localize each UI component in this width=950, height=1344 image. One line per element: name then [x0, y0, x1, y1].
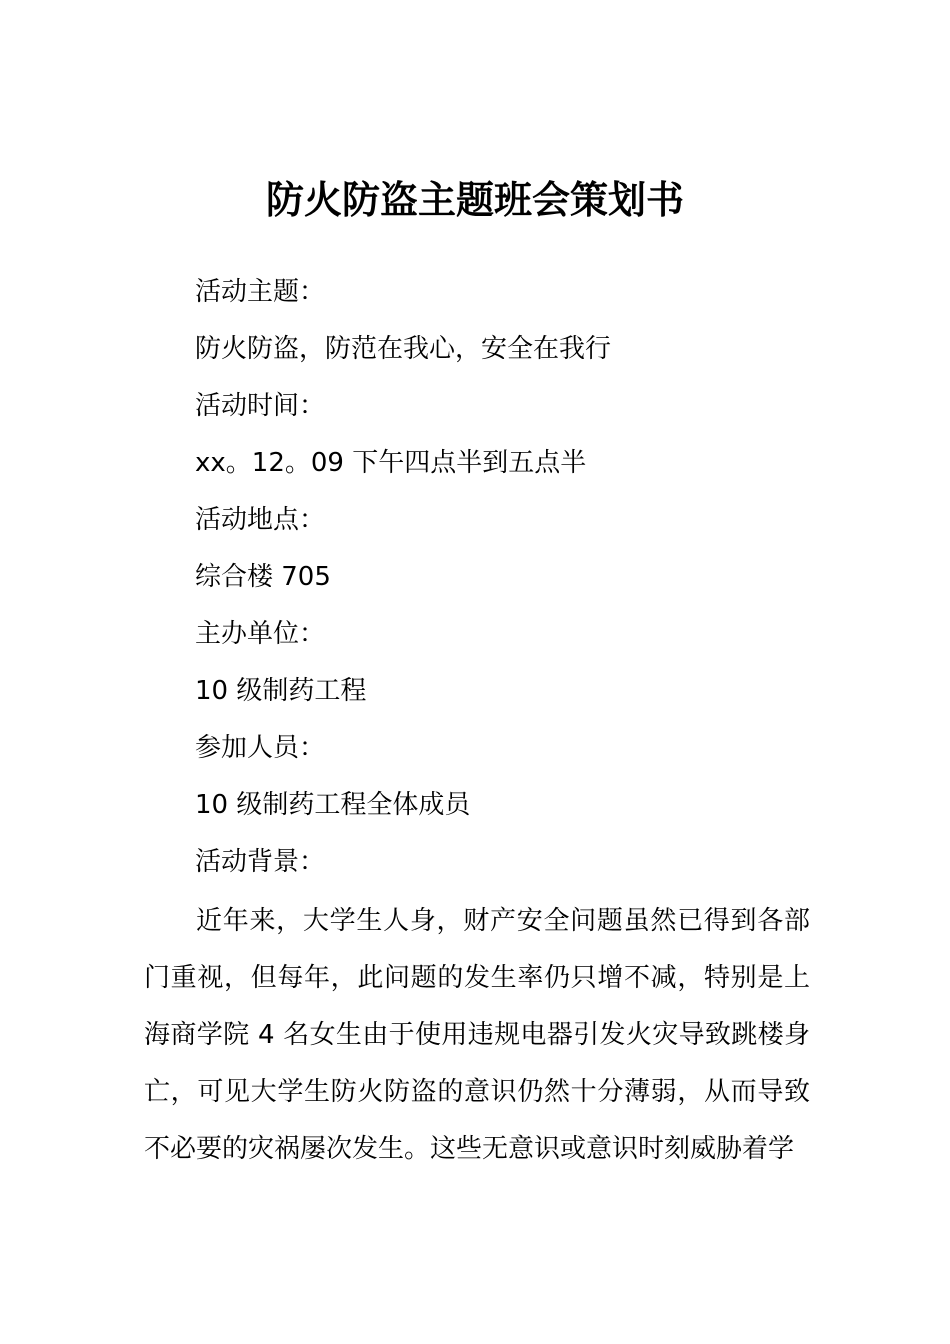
label-participants: 参加人员： — [195, 733, 326, 763]
value-organizer: 10 级制药工程 — [195, 676, 367, 706]
label-activity-theme: 活动主题： — [195, 277, 326, 307]
label-activity-background: 活动背景： — [195, 847, 326, 877]
label-organizer: 主办单位： — [195, 619, 326, 649]
value-activity-time: xx。12。09 下午四点半到五点半 — [195, 448, 587, 478]
label-activity-location: 活动地点： — [195, 505, 326, 535]
label-activity-time: 活动时间： — [195, 391, 326, 421]
value-participants: 10 级制药工程全体成员 — [195, 790, 471, 820]
background-paragraph: 近年来，大学生人身，财产安全问题虽然已得到各部门重视，但每年，此问题的发生率仍只增不减，特别是上海商学院 4 名女生由于使用违规电器引发火灾导致跳楼身亡，可见大学生防火防盗的意识仍然十分薄弱，从而导致不必要的灾祸屡次发生。这些无意识或意识时刻威胁着学 — [144, 906, 810, 1164]
value-activity-location: 综合楼 705 — [195, 562, 331, 592]
document-title: 防火防盗主题班会策划书 — [265, 178, 684, 222]
document-body — [195, 264, 895, 891]
value-activity-theme: 防火防盗，防范在我心，安全在我行 — [195, 334, 612, 364]
